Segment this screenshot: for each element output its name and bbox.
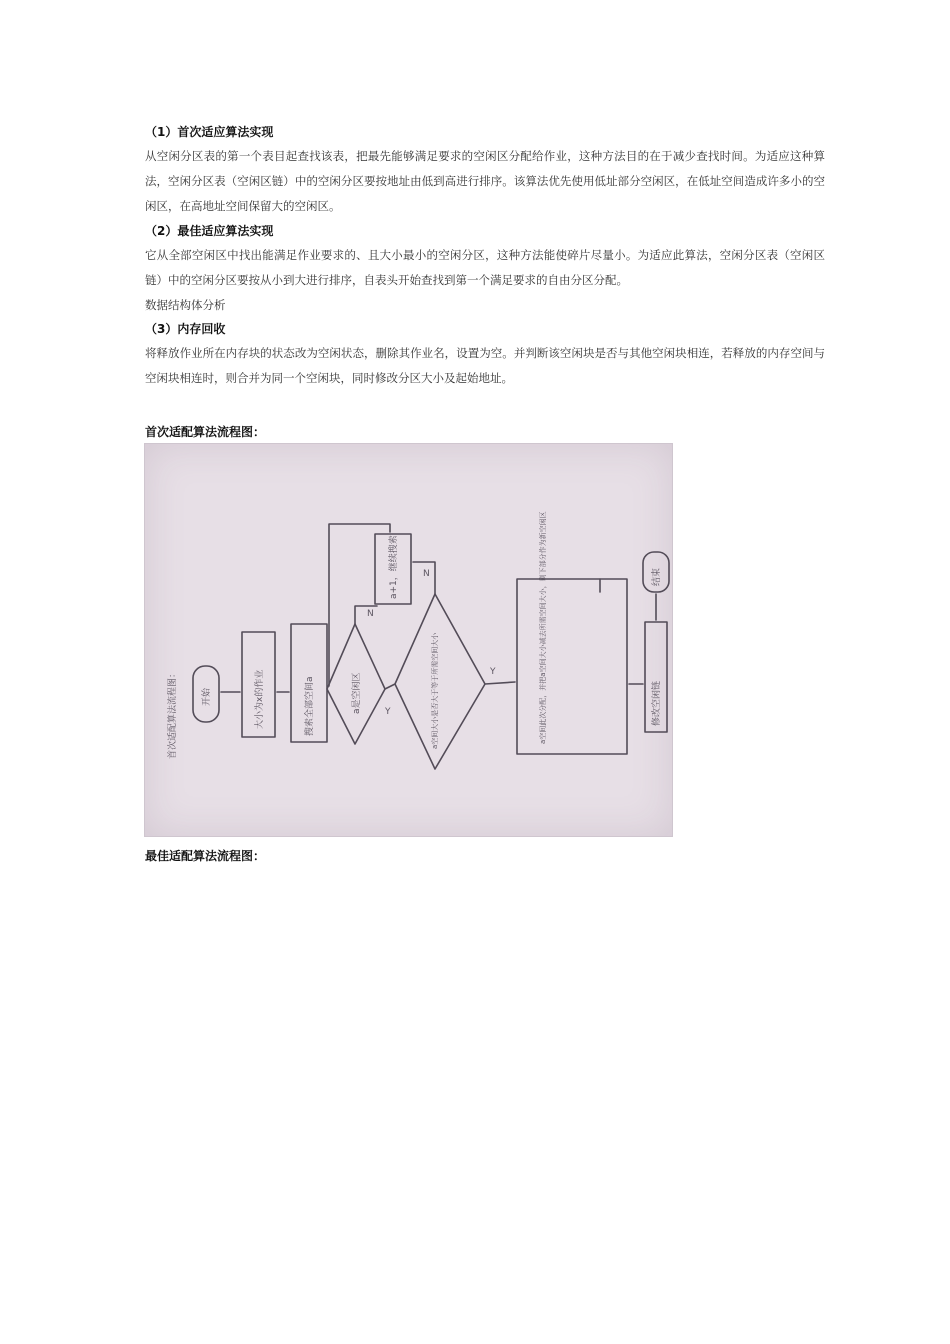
hw-end: 结束 bbox=[652, 567, 662, 586]
handwritten-flowchart-photo bbox=[144, 443, 673, 837]
hw-label-n2: N bbox=[423, 569, 430, 579]
hw-step-next: a+1，继续搜索 bbox=[389, 535, 399, 599]
arrow-y1 bbox=[385, 684, 395, 689]
hw-step1: 大小为x的作业 bbox=[255, 669, 265, 729]
document-body bbox=[145, 120, 825, 391]
hw-label-y1: Y bbox=[385, 707, 391, 717]
hw-step3: a空间此次分配，并把a空间大小减去所需空间大小，剩下部分作为新空闲区 bbox=[539, 511, 547, 744]
hw-decision2: a空间大小是否大于等于所需空间大小 bbox=[431, 632, 439, 749]
hw-label-n1: N bbox=[367, 609, 374, 619]
section3-heading: （3）内存回收 bbox=[145, 322, 226, 336]
section2-body: 它从全部空闲区中找出能满足作业要求的、且大小最小的空闲分区，这种方法能使碎片尽量小。为适应此算法，空闲分区表（空闲区链）中的空闲分区要按从小到大进行排序，自表头开始查找到第一个满足要求的自由分区分配。 bbox=[145, 248, 825, 287]
section3-body: 将释放作业所在内存块的状态改为空闲状态，删除其作业名，设置为空。并判断该空闲块是否与其他空闲块相连，若释放的内存空间与空闲块相连时，则合并为同一个空闲块，同时修改分区大小及起始地址。 bbox=[145, 346, 825, 385]
hw-step4: 修改空闲链 bbox=[652, 680, 662, 726]
section1-heading: （1）首次适应算法实现 bbox=[145, 125, 274, 139]
figure2-caption: 最佳适配算法流程图： bbox=[145, 849, 266, 863]
arrow-y2 bbox=[485, 682, 515, 684]
step3-box bbox=[517, 579, 627, 754]
hw-title: 首次适配算法流程图： bbox=[168, 668, 178, 759]
flowchart-drawing bbox=[145, 444, 674, 838]
section2-heading: （2）最佳适应算法实现 bbox=[145, 224, 274, 238]
figure1-caption: 首次适配算法流程图： bbox=[145, 425, 266, 439]
hw-label-y2: Y bbox=[490, 667, 496, 677]
decision2-diamond bbox=[395, 594, 485, 769]
data-structure-note: 数据结构体分析 bbox=[145, 298, 226, 312]
section1-body: 从空闲分区表的第一个表目起查找该表，把最先能够满足要求的空闲区分配给作业，这种方法目的在于减少查找时间。为适应这种算法，空闲分区表（空闲区链）中的空闲分区要按地址由低到高进行排序。该算法优先使用低址部分空闲区，在低址空间造成许多小的空闲区，在高地址空间保留大的空闲区。 bbox=[145, 149, 825, 213]
hw-decision1: a是空闲区 bbox=[352, 672, 362, 714]
hw-step2: 搜索全部空间a bbox=[305, 676, 315, 736]
hw-start: 开始 bbox=[202, 687, 212, 706]
